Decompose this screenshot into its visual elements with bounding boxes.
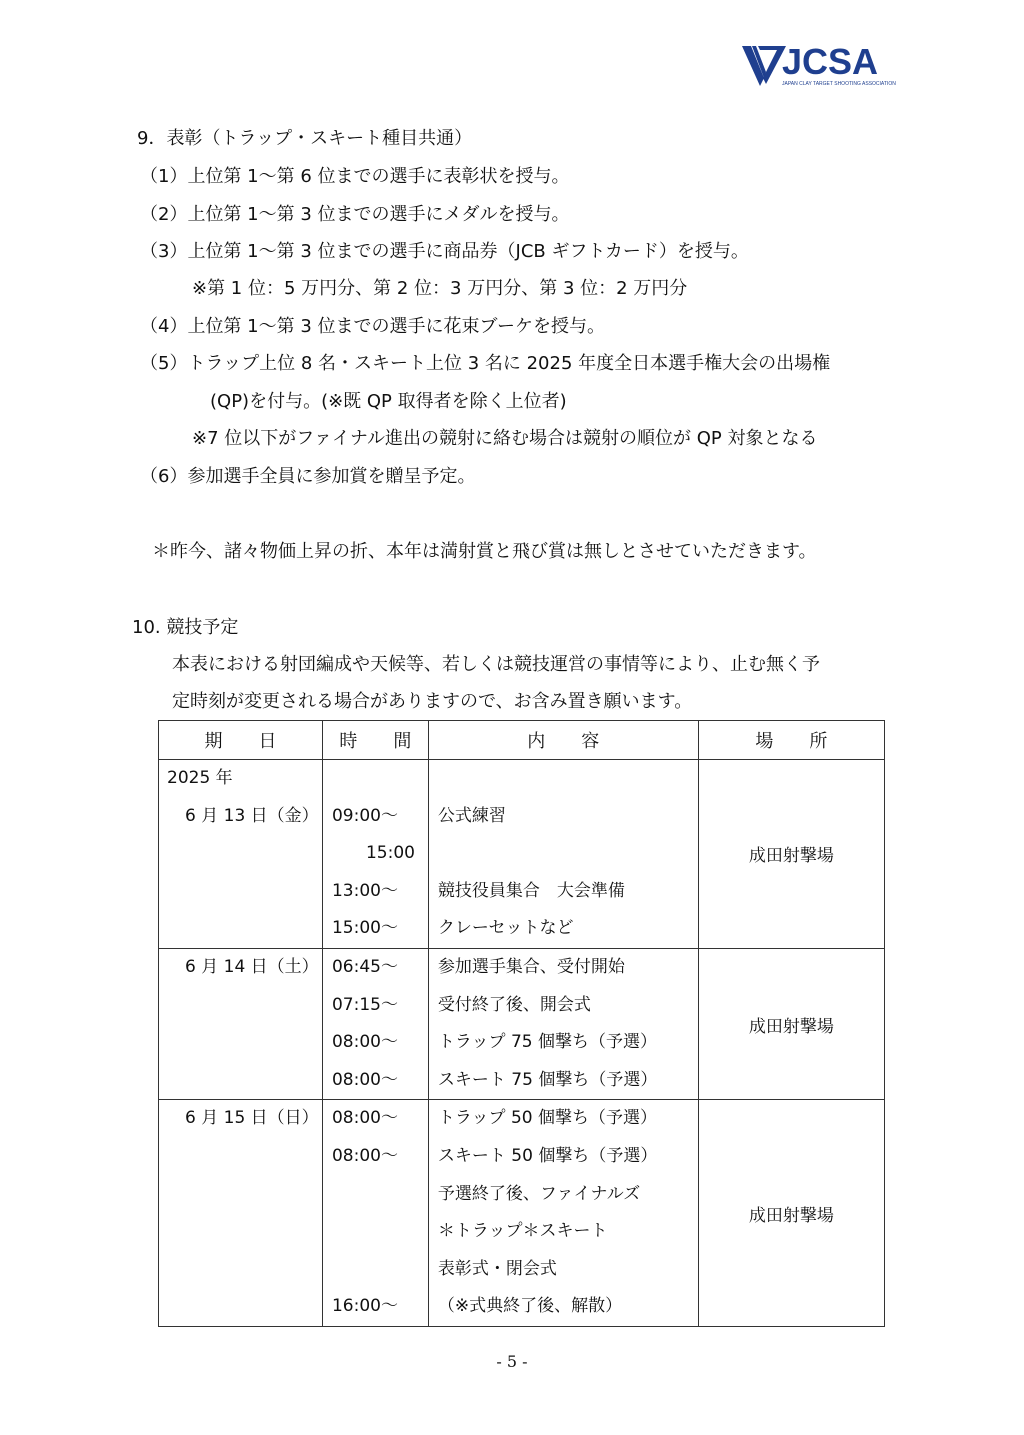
content-entry: 公式練習	[437, 805, 506, 826]
time-entry: 13:00～	[331, 880, 398, 901]
date-blank	[159, 1138, 322, 1176]
section9-line: （4）上位第 1～第 3 位までの選手に花束ブーケを授与。	[140, 316, 605, 337]
time-cell	[322, 760, 428, 949]
content-entry: スキート 50 個撃ち（予選）	[437, 1145, 658, 1166]
content-cell	[428, 760, 698, 949]
header-content: 内 容	[428, 721, 698, 760]
time-entry: 08:00～	[331, 1108, 398, 1129]
section10-intro: 定時刻が変更される場合がありますので、お含み置き願います。	[172, 691, 693, 712]
section10-heading: 10. 競技予定	[132, 617, 239, 638]
time-entry: 16:00～	[331, 1296, 398, 1317]
schedule-table	[158, 720, 885, 1327]
header-time: 時 間	[322, 721, 428, 760]
time-entry	[323, 1176, 428, 1214]
date-blank	[159, 987, 322, 1025]
section9-line: ※7 位以下がファイナル進出の競射に絡む場合は競射の順位が QP 対象となる	[192, 428, 818, 449]
content-entry	[429, 835, 698, 873]
section9-line: （3）上位第 1～第 3 位までの選手に商品券（JCB ギフトカード）を授与。	[140, 241, 749, 262]
content-entry: （※式典終了後、解散）	[437, 1296, 623, 1317]
content-cell	[428, 948, 698, 1099]
place-cell: 成田射撃場	[698, 948, 884, 1099]
content-cell	[428, 1100, 698, 1327]
date-blank	[159, 1213, 322, 1251]
section9-line: (QP)を付与。(※既 QP 取得者を除く上位者)	[210, 391, 567, 412]
time-entry: 08:00～	[331, 1032, 398, 1053]
date-blank	[159, 873, 322, 911]
content-entry: 参加選手集合、受付開始	[437, 956, 625, 977]
section9-line: （6）参加選手全員に参加賞を贈呈予定。	[140, 466, 476, 487]
header-date: 期 日	[159, 721, 323, 760]
section9-line: ※第 1 位：5 万円分、第 2 位：3 万円分、第 3 位：2 万円分	[192, 278, 688, 299]
logo-text: JCSA	[782, 41, 879, 82]
section9-heading: 9．表彰（トラップ・スキート種目共通）	[137, 128, 473, 149]
page-number: - 5 -	[496, 1352, 528, 1371]
time-entry: 15:00～	[331, 918, 398, 939]
time-entry	[323, 760, 428, 798]
place-cell: 成田射撃場	[698, 1100, 884, 1327]
date-cell	[159, 760, 323, 949]
date-day: 6 月 14 日（土）	[185, 956, 319, 977]
section9-line: （1）上位第 1～第 6 位までの選手に表彰状を授与。	[140, 166, 570, 187]
logo-subtitle: JAPAN CLAY TARGET SHOOTING ASSOCIATION	[782, 81, 896, 87]
content-entry	[429, 760, 698, 798]
time-entry: 07:15～	[331, 994, 398, 1015]
content-entry: 予選終了後、ファイナルズ	[437, 1183, 641, 1204]
date-blank	[159, 1251, 322, 1289]
section10-intro: 本表における射団編成や天候等、若しくは競技運営の事情等により、止む無く予	[172, 654, 820, 675]
section9-line: （5）トラップ上位 8 名・スキート上位 3 名に 2025 年度全日本選手権大会の出場権	[140, 353, 831, 374]
date-day: 6 月 15 日（日）	[185, 1108, 319, 1129]
time-entry: 08:00～	[331, 1145, 398, 1166]
content-entry: 受付終了後、開会式	[437, 994, 591, 1015]
date-blank	[159, 1024, 322, 1062]
time-entry: 08:00～	[331, 1069, 398, 1090]
jcsa-logo	[742, 41, 896, 90]
section9-line: （2）上位第 1～第 3 位までの選手にメダルを授与。	[140, 204, 570, 225]
logo-mark-icon	[742, 44, 786, 88]
date-cell	[159, 948, 323, 1099]
content-entry: トラップ 50 個撃ち（予選）	[437, 1108, 657, 1129]
time-entry	[323, 1251, 428, 1289]
date-blank	[159, 1288, 322, 1326]
content-entry: 競技役員集合 大会準備	[437, 880, 625, 901]
time-cell	[322, 948, 428, 1099]
table-row	[159, 1100, 885, 1327]
content-entry: 表彰式・閉会式	[437, 1258, 557, 1279]
content-entry: クレーセットなど	[437, 918, 574, 939]
header-place: 場 所	[698, 721, 884, 760]
time-cell	[322, 1100, 428, 1327]
content-entry: スキート 75 個撃ち（予選）	[437, 1069, 658, 1090]
time-entry	[323, 1213, 428, 1251]
date-year: 2025 年	[167, 768, 233, 788]
content-entry: トラップ 75 個撃ち（予選）	[437, 1032, 657, 1053]
date-blank	[159, 1176, 322, 1214]
time-entry: 06:45～	[331, 956, 398, 977]
content-entry: ＊トラップ＊スキート	[437, 1221, 608, 1242]
table-header-row	[159, 721, 885, 760]
place-cell: 成田射撃場	[698, 760, 884, 949]
section9-note: ＊昨今、諸々物価上昇の折、本年は満射賞と飛び賞は無しとさせていただきます。	[152, 541, 817, 562]
date-blank	[159, 1062, 322, 1100]
table-row	[159, 948, 885, 1099]
time-entry: 15:00	[331, 843, 415, 864]
date-day: 6 月 13 日（金）	[185, 805, 319, 826]
date-blank	[159, 835, 322, 873]
date-blank	[159, 910, 322, 948]
date-cell	[159, 1100, 323, 1327]
time-entry: 09:00～	[331, 805, 398, 826]
table-row	[159, 760, 885, 949]
